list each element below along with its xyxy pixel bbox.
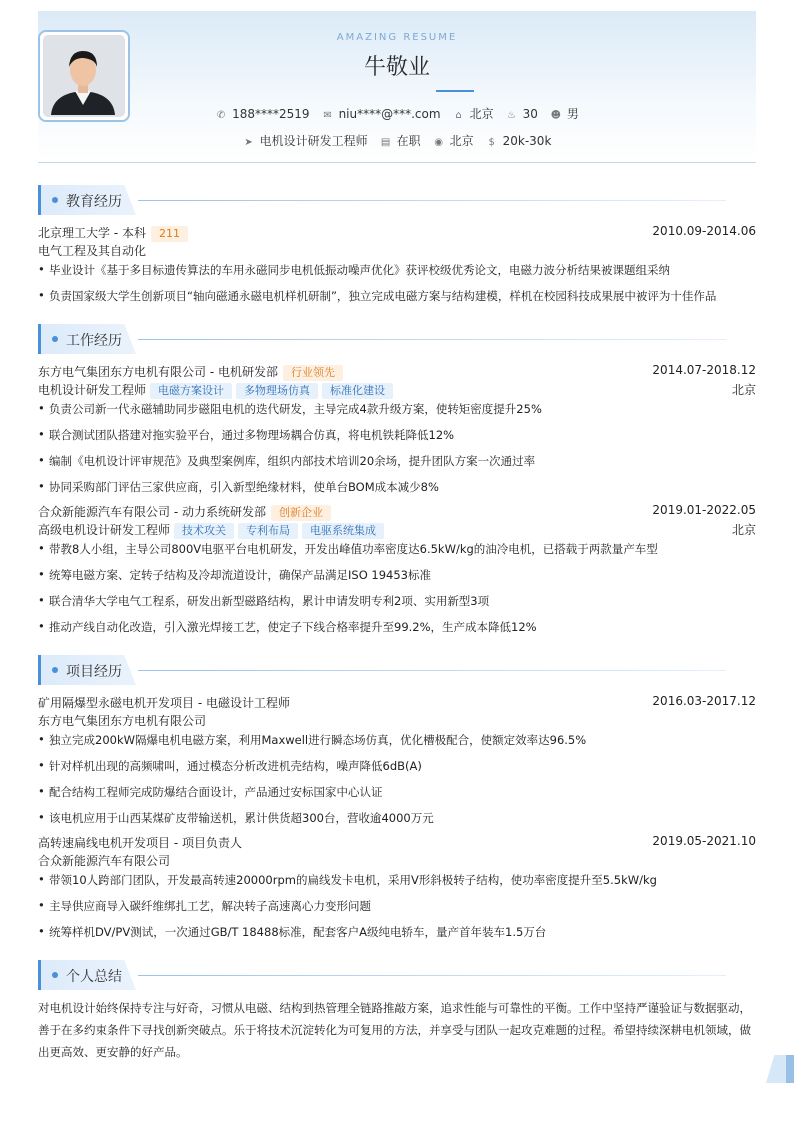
info-text: 北京 <box>469 107 494 121</box>
cake-icon: ♨ <box>507 110 517 121</box>
skill-tag: 电磁方案设计 <box>150 383 232 399</box>
company-tag: 创新企业 <box>271 505 331 521</box>
work-date: 2014.07-2018.12 <box>652 363 756 377</box>
info-text: 北京 <box>449 134 474 148</box>
work-city: 北京 <box>731 383 756 397</box>
section-work <box>38 324 756 354</box>
project-date: 2019.05-2021.10 <box>652 834 756 848</box>
section-title-work: 工作经历 <box>66 333 122 349</box>
send-icon: ➤ <box>244 137 253 148</box>
project-name: 高转速扁线电机开发项目 - 项目负责人 <box>38 836 242 850</box>
project-company: 东方电气集团东方电机有限公司 <box>38 714 207 728</box>
skill-tag: 电驱系统集成 <box>302 523 384 539</box>
phone-icon: ✆ <box>216 110 226 121</box>
school-tag: 211 <box>151 226 188 242</box>
work-date: 2019.01-2022.05 <box>652 503 756 517</box>
education-school-row <box>38 224 756 242</box>
contact-info-row <box>38 105 756 122</box>
section-education <box>38 185 756 215</box>
bullet-dot-icon <box>52 197 58 203</box>
status-icon: ▤ <box>380 137 391 148</box>
company-name: 合众新能源汽车有限公司 - 动力系统研发部 <box>38 505 266 519</box>
education-major: 电气工程及其自动化 <box>38 244 147 258</box>
project-name: 矿用隔爆型永磁电机开发项目 - 电磁设计工程师 <box>38 696 290 710</box>
salary-icon: $ <box>488 137 495 148</box>
info-item <box>453 105 494 122</box>
job-intent-row <box>38 132 756 149</box>
location-icon: ◉ <box>434 137 443 148</box>
mail-icon: ✉ <box>323 110 332 121</box>
work-title-row <box>38 381 756 399</box>
section-title-summary: 个人总结 <box>66 969 122 985</box>
info-item <box>506 107 538 121</box>
section-projects <box>38 655 756 685</box>
skill-tag: 标准化建设 <box>322 383 393 399</box>
info-text: 男 <box>566 107 579 121</box>
gender-icon: ☻ <box>550 110 562 121</box>
work-company-row <box>38 363 756 381</box>
info-text: 30 <box>522 107 538 121</box>
info-item <box>215 107 309 121</box>
info-text: 在职 <box>396 134 421 148</box>
info-item <box>322 107 441 121</box>
skill-tag: 技术攻关 <box>174 523 234 539</box>
skill-tag: 专利布局 <box>238 523 298 539</box>
info-item <box>486 134 552 148</box>
company-name: 东方电气集团东方电机有限公司 - 电机研发部 <box>38 365 278 379</box>
job-title: 高级电机设计研发工程师 <box>38 523 171 537</box>
page-corner-bar <box>786 1055 794 1083</box>
bullet-dot-icon <box>52 336 58 342</box>
candidate-name: 牛敬业 <box>363 55 430 80</box>
project-company: 合众新能源汽车有限公司 <box>38 854 171 868</box>
project-name-row <box>38 834 756 851</box>
work-company-row <box>38 503 756 521</box>
info-text: 电机设计研发工程师 <box>259 134 368 148</box>
info-item <box>380 132 421 149</box>
section-summary <box>38 960 756 990</box>
work-city: 北京 <box>731 523 756 537</box>
info-item <box>243 132 368 149</box>
info-item <box>550 105 579 122</box>
company-tag: 行业领先 <box>283 365 343 381</box>
section-title-projects: 项目经历 <box>66 664 122 680</box>
job-title: 电机设计研发工程师 <box>38 383 147 397</box>
resume-header <box>38 11 756 163</box>
bullet-dot-icon <box>52 667 58 673</box>
info-text: niu****@***.com <box>338 107 441 121</box>
project-name-row <box>38 694 756 711</box>
education-date: 2010.09-2014.06 <box>652 224 756 238</box>
skill-tag: 多物理场仿真 <box>236 383 318 399</box>
info-text: 188****2519 <box>232 107 310 121</box>
home-icon: ⌂ <box>455 110 462 121</box>
brand-text: AMAZING RESUME <box>336 32 458 43</box>
section-title-education: 教育经历 <box>66 194 122 210</box>
summary-text: 对电机设计始终保持专注与好奇，习惯从电磁、结构到热管理全链路推敲方案，追求性能与可靠性的平衡。工作中坚持严谨验证与数据驱动，善于在多约束条件下寻找创新突破点。乐于将技术沉淀转化为可复用的方法，并享受与团队一起攻克难题的过程。希望持续深耕电机领域，做出更高效、更安静的好产品。 <box>38 1001 751 1059</box>
bullet-dot-icon <box>52 972 58 978</box>
info-item <box>433 132 474 149</box>
school-name: 北京理工大学 - 本科 <box>38 226 146 240</box>
project-date: 2016.03-2017.12 <box>652 694 756 708</box>
info-text: 20k-30k <box>502 134 552 148</box>
name-underline <box>436 90 474 92</box>
work-title-row <box>38 521 756 539</box>
